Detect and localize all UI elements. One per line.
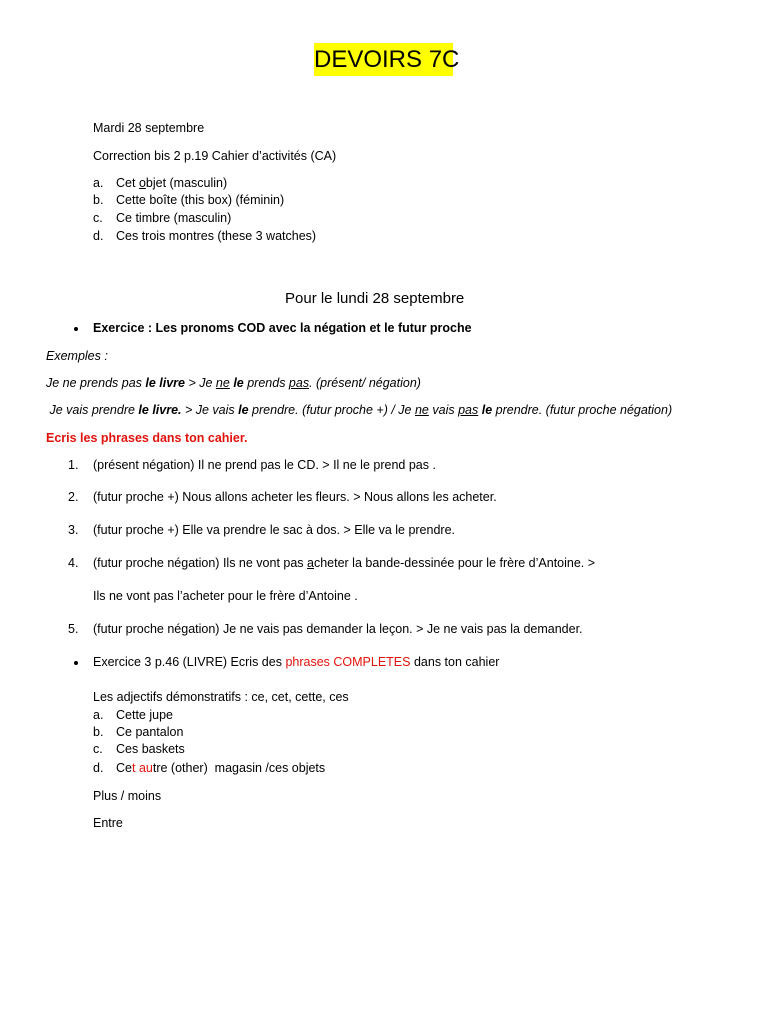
entre-line: Entre [93, 816, 123, 830]
sentence-text-pre: (futur proche négation) Ils ne vont pas [93, 556, 308, 570]
example-bold: le livre. [138, 403, 182, 417]
exercise-1: Exercice : Les pronoms COD avec la négation et le futur proche [93, 321, 472, 335]
list-marker: 1. [68, 458, 79, 472]
item-highlight: t [131, 761, 136, 775]
item-text-pre: Cet [116, 176, 139, 190]
item-text-post: bjet (masculin) [145, 176, 228, 190]
sentence-item-1 [68, 458, 436, 472]
example-underline: ne [414, 403, 429, 417]
item-text: Cette boîte (this box) (féminin) [116, 193, 285, 207]
bullet-icon [74, 661, 78, 665]
plus-moins-line: Plus / moins [93, 789, 162, 803]
item-text: Ce pantalon [116, 725, 184, 739]
example-text: prends [243, 376, 289, 390]
item-text: Cette jupe [116, 708, 173, 722]
example-1 [46, 376, 421, 390]
demonstrative-item-d [93, 761, 325, 775]
example-bold: le [233, 376, 244, 390]
sentence-text: (futur proche +) Nous allons acheter les fleurs. > Nous allons les acheter. [93, 490, 497, 504]
list-marker: a. [93, 708, 104, 722]
sentence-text-post: cheter la bande-dessinée pour le frère d’Antoine. > [313, 556, 596, 570]
page-title: DEVOIRS 7C [314, 43, 453, 76]
sentence-item-5 [68, 622, 583, 636]
sentence-text: (futur proche +) Elle va prendre le sac à dos. > Elle va le prendre. [93, 523, 455, 537]
date-line: Mardi 28 septembre [93, 121, 205, 135]
exercise-3-highlight: phrases COMPLETES [285, 655, 411, 669]
list-marker: a. [93, 176, 104, 190]
list-marker: c. [93, 211, 103, 225]
example-bold: le [238, 403, 249, 417]
sentence-text: (présent négation) Il ne prend pas le CD. > Il ne le prend pas . [93, 458, 436, 472]
demonstrative-item-b [93, 725, 183, 739]
example-text: . (présent/ négation) [309, 376, 421, 390]
instruction-text: Ecris les phrases dans ton cahier. [46, 431, 248, 445]
item-text-underline: o [138, 176, 146, 190]
item-text: Ce [116, 761, 132, 775]
example-underline: ne [215, 376, 230, 390]
exercise-3-text: dans ton cahier [410, 655, 500, 669]
example-text: prendre. (futur proche +) / Je [248, 403, 415, 417]
list-marker: b. [93, 193, 104, 207]
example-text: Je vais prendre [46, 403, 139, 417]
examples-label: Exemples : [46, 349, 108, 363]
list-marker: d. [93, 229, 104, 243]
bullet-icon [74, 327, 78, 331]
sentence-item-3 [68, 523, 455, 537]
item-highlight: au [138, 761, 153, 775]
exercise-3 [93, 655, 499, 669]
demonstrative-item-a [93, 708, 173, 722]
example-bold: le [481, 403, 493, 417]
example-bold: le livre [145, 376, 185, 390]
list-marker: b. [93, 725, 104, 739]
demonstrative-item-c [93, 742, 185, 756]
example-text: Je ne prends pas [46, 376, 146, 390]
example-text: prendre. (futur proche négation) [492, 403, 673, 417]
sentence-text: (futur proche négation) Je ne vais pas demander la leçon. > Je ne vais pas la demander. [93, 622, 583, 636]
correction-item-d [93, 229, 316, 243]
correction-item-c [93, 211, 231, 225]
example-text: vais [428, 403, 459, 417]
correction-item-b [93, 193, 284, 207]
exercise-3-text: Exercice 3 p.46 (LIVRE) Ecris des [93, 655, 286, 669]
list-marker: 4. [68, 556, 79, 570]
sentence-item-4-answer: Ils ne vont pas l’acheter pour le frère d’Antoine . [93, 589, 358, 603]
correction-item-a [93, 176, 227, 190]
sentence-text-underline: a [307, 556, 314, 570]
list-marker: 2. [68, 490, 79, 504]
correction-heading: Correction bis 2 p.19 Cahier d’activités (CA) [93, 149, 337, 163]
item-text: Ces trois montres (these 3 watches) [116, 229, 317, 243]
example-2 [46, 403, 672, 417]
item-text: Ces baskets [116, 742, 185, 756]
example-text: > Je vais [181, 403, 239, 417]
list-marker: c. [93, 742, 103, 756]
sentence-item-4 [68, 556, 595, 570]
sentence-item-2 [68, 490, 497, 504]
example-underline: pas [288, 376, 310, 390]
demonstratives-heading: Les adjectifs démonstratifs : ce, cet, cette, ces [93, 690, 349, 704]
item-text: Ce timbre (masculin) [116, 211, 232, 225]
list-marker: 3. [68, 523, 79, 537]
section-heading: Pour le lundi 28 septembre [285, 290, 465, 307]
list-marker: 5. [68, 622, 79, 636]
example-text: > Je [185, 376, 216, 390]
list-marker: d. [93, 761, 104, 775]
item-text: tre (other) magasin /ces objets [152, 761, 326, 775]
example-underline: pas [458, 403, 479, 417]
